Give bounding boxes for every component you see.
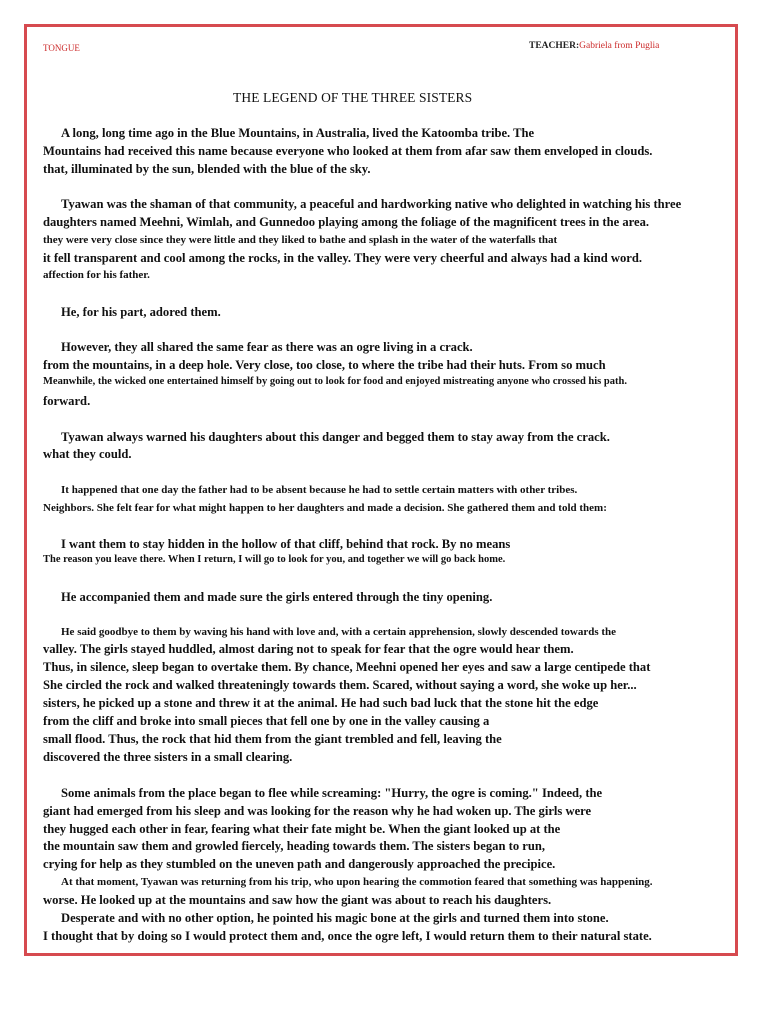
text-line: they hugged each other in fear, fearing what their fate might be. When the giant looked up at the	[43, 822, 561, 836]
teacher-name: Gabriela from Puglia	[579, 41, 660, 51]
text-line: what they could.	[43, 447, 132, 461]
text-line: Meanwhile, the wicked one entertained himself by going out to look for food and enjoyed mistreating anyone who crossed his path.	[43, 376, 627, 387]
text-line: I want them to stay hidden in the hollow of that cliff, behind that rock. By no means	[61, 537, 511, 551]
text-line: sisters, he picked up a stone and threw it at the animal. He had such bad luck that the stone hit the edge	[43, 696, 599, 710]
text-line: they were very close since they were little and they liked to bathe and splash in the water of the waterfalls that	[43, 234, 558, 246]
text-line: Tyawan was the shaman of that community, a peaceful and hardworking native who delighted in watching his three	[61, 197, 682, 211]
text-line: daughters named Meehni, Wimlah, and Gunnedoo playing among the foliage of the magnificent trees in the area.	[43, 215, 650, 229]
text-line: However, they all shared the same fear as there was an ogre living in a crack.	[61, 340, 473, 354]
text-line: At that moment, Tyawan was returning from his trip, who upon hearing the commotion feared that something was happening.	[61, 876, 653, 888]
text-line: crying for help as they stumbled on the uneven path and dangerously approached the precipice.	[43, 857, 556, 871]
text-line: it fell transparent and cool among the rocks, in the valley. They were very cheerful and always had a kind word.	[43, 251, 643, 265]
text-line: worse. He looked up at the mountains and saw how the giant was about to reach his daughters.	[43, 893, 552, 907]
text-line: valley. The girls stayed huddled, almost daring not to speak for fear that the ogre would hear them.	[43, 642, 574, 656]
text-line: from the mountains, in a deep hole. Very close, too close, to where the tribe had their huts. From so much	[43, 358, 606, 372]
text-line: from the cliff and broke into small pieces that fell one by one in the valley causing a	[43, 714, 490, 728]
text-line: It happened that one day the father had to be absent because he had to settle certain matters with other tribes.	[61, 484, 578, 496]
text-line: Desperate and with no other option, he pointed his magic bone at the girls and turned them into stone.	[61, 911, 609, 925]
text-line: He accompanied them and made sure the girls entered through the tiny opening.	[61, 590, 493, 604]
text-line: Thus, in silence, sleep began to overtake them. By chance, Meehni opened her eyes and saw a large centipede that	[43, 660, 651, 674]
text-line: forward.	[43, 394, 91, 408]
text-line: Tyawan always warned his daughters about this danger and begged them to stay away from the crack.	[61, 430, 610, 444]
text-line: I thought that by doing so I would protect them and, once the ogre left, I would return them to their natural state.	[43, 929, 652, 943]
text-line: discovered the three sisters in a small clearing.	[43, 750, 293, 764]
text-line: He, for his part, adored them.	[61, 305, 221, 319]
text-line: the mountain saw them and growled fiercely, heading towards them. The sisters began to run,	[43, 839, 546, 853]
text-line: She circled the rock and walked threateningly towards them. Scared, without saying a word, she woke up her...	[43, 678, 637, 692]
text-line: He said goodbye to them by waving his hand with love and, with a certain apprehension, slowly descended towards the	[61, 626, 617, 638]
teacher-info	[529, 41, 659, 51]
text-line: Some animals from the place began to flee while screaming: "Hurry, the ogre is coming." Indeed, the	[61, 786, 603, 800]
text-line: affection for his father.	[43, 269, 150, 281]
text-line: Mountains had received this name because everyone who looked at them from afar saw them enveloped in clouds.	[43, 144, 653, 158]
text-line: Neighbors. She felt fear for what might happen to her daughters and made a decision. She gathered them and told them:	[43, 502, 607, 514]
teacher-label: TEACHER:	[529, 41, 580, 51]
text-line: that, illuminated by the sun, blended with the blue of the sky.	[43, 162, 371, 176]
text-line: small flood. Thus, the rock that hid them from the giant trembled and fell, leaving the	[43, 732, 502, 746]
text-line: The reason you leave there. When I return, I will go to look for you, and together we will go back home.	[43, 554, 506, 565]
document-title: THE LEGEND OF THE THREE SISTERS	[233, 90, 473, 105]
text-line: A long, long time ago in the Blue Mountains, in Australia, lived the Katoomba tribe. The	[61, 126, 535, 140]
subject-label: TONGUE	[43, 43, 80, 53]
text-line: giant had emerged from his sleep and was looking for the reason why he had woken up. The girls were	[43, 804, 592, 818]
